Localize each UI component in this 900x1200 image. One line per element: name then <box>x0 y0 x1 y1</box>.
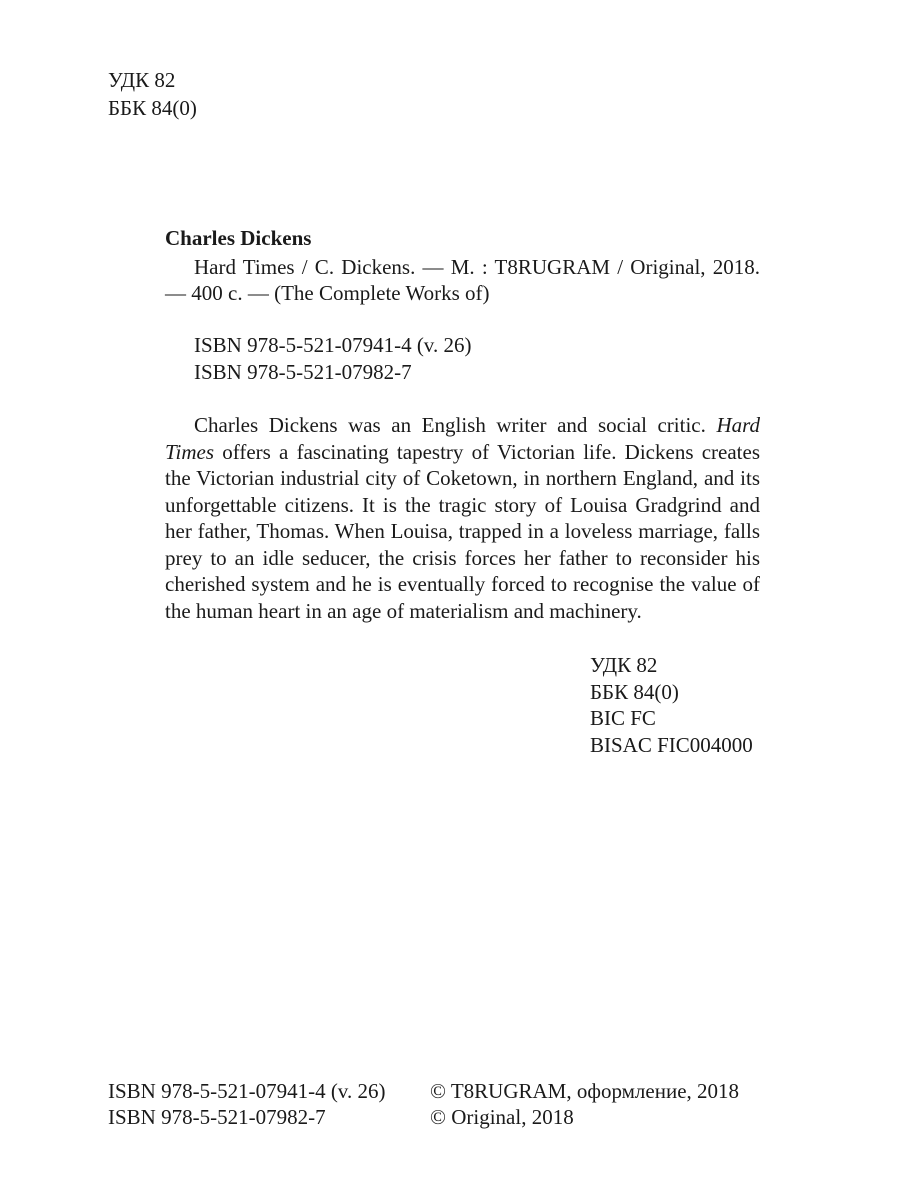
copyright-original: © Original, 2018 <box>430 1105 574 1129</box>
isbn-list <box>194 332 471 386</box>
udk-code: УДК 82 <box>108 68 176 92</box>
bbk-code: ББК 84(0) <box>590 679 679 704</box>
footer-copyright <box>430 1078 739 1130</box>
annotation-paragraph <box>165 412 760 624</box>
annotation-lead: Charles Dickens was an English writer and social critic. <box>194 413 717 437</box>
footer-isbn-set: ISBN 978-5-521-07982-7 <box>108 1105 326 1129</box>
author-name: Charles Dickens <box>165 226 312 250</box>
bisac-code: BISAC FIC004000 <box>590 732 753 757</box>
udk-code: УДК 82 <box>590 653 658 677</box>
top-classification-codes <box>108 66 197 122</box>
isbn-volume: ISBN 978-5-521-07941-4 (v. 26) <box>194 333 472 357</box>
annotation-book-title: Hard Times <box>165 413 760 464</box>
bibliographic-description: Hard Times / C. Dickens. — M. : T8RUGRAM / Original, 2018. — 400 c. — (The Complete Works of) <box>165 255 760 305</box>
footer-isbn-volume: ISBN 978-5-521-07941-4 (v. 26) <box>108 1079 386 1103</box>
copyright-design: © T8RUGRAM, оформление, 2018 <box>430 1079 740 1103</box>
classification-codes <box>590 652 753 758</box>
bic-code: BIC FC <box>590 706 656 730</box>
bbk-code: ББК 84(0) <box>108 96 197 120</box>
annotation-body: offers a fascinating tapestry of Victorian life. Dickens creates the Victorian industrial city of Coketown, in northern England, and its unforgettable citizens. It is the tragic story of Louisa Gradgrind and her father, Thomas. When Louisa, trapped in a loveless marriage, falls prey to an idle seducer, the crisis forces her father to reconsider his cherished system and he is eventually forced to recognise the value of the human heart in an age of materialism and machinery. <box>165 439 760 623</box>
isbn-set: ISBN 978-5-521-07982-7 <box>194 360 412 384</box>
footer-isbn <box>108 1078 385 1130</box>
